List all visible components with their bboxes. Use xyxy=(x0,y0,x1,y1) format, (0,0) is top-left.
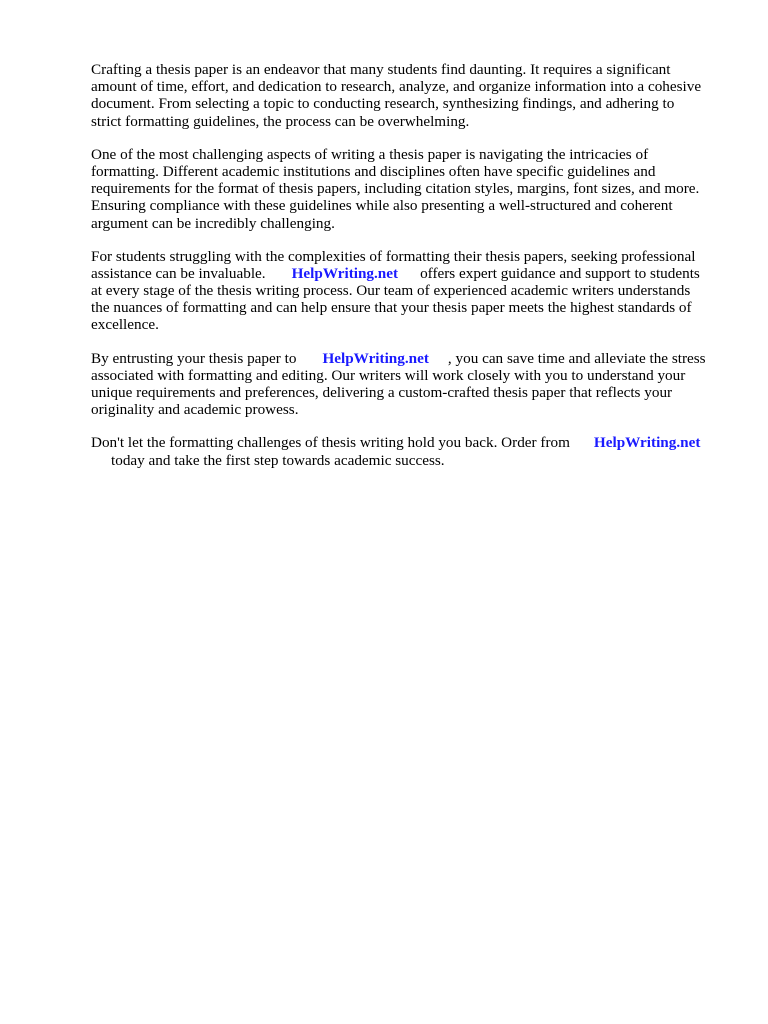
helpwriting-link[interactable]: HelpWriting.net xyxy=(322,349,429,367)
text-line: For students struggling with the complexities of formatting their thesis papers, seeking professional xyxy=(91,247,696,265)
text-line: One of the most challenging aspects of writing a thesis paper is navigating the intricacies of xyxy=(91,145,649,163)
text-line: at every stage of the thesis writing process. Our team of experienced academic writers understands xyxy=(91,282,691,300)
text-line: strict formatting guidelines, the process can be overwhelming. xyxy=(91,112,470,130)
text-line: argument can be incredibly challenging. xyxy=(91,214,335,232)
text-line xyxy=(91,434,721,451)
text-segment: assistance can be invaluable. xyxy=(91,264,266,282)
paragraph-formatting-challenges xyxy=(91,146,721,232)
text-line: document. From selecting a topic to conducting research, synthesizing findings, and adhering to xyxy=(91,95,675,113)
text-line: originality and academic prowess. xyxy=(91,401,299,419)
paragraph-professional-assistance xyxy=(91,248,721,334)
text-line: formatting. Different academic institutions and disciplines often have specific guidelines and xyxy=(91,162,656,180)
text-segment: , you can save time and alleviate the stress xyxy=(447,349,706,367)
paragraph-intro xyxy=(91,61,721,130)
paragraph-entrusting xyxy=(91,350,721,419)
text-line: Crafting a thesis paper is an endeavor that many students find daunting. It requires a significant xyxy=(91,61,671,78)
text-segment: By entrusting your thesis paper to xyxy=(91,349,297,367)
text-line: associated with formatting and editing. Our writers will work closely with you to understand your xyxy=(91,366,686,384)
text-line: Ensuring compliance with these guidelines while also presenting a well-structured and coherent xyxy=(91,197,673,215)
text-line: requirements for the format of thesis papers, including citation styles, margins, font sizes, and more. xyxy=(91,180,700,198)
text-segment: today and take the first step towards academic success. xyxy=(111,451,445,469)
paragraph-call-to-action xyxy=(91,434,721,468)
text-line xyxy=(91,350,721,367)
text-line xyxy=(91,265,721,282)
document-body xyxy=(91,61,721,485)
helpwriting-link[interactable]: HelpWriting.net xyxy=(593,434,701,452)
text-segment: offers expert guidance and support to students xyxy=(420,264,700,282)
text-line: unique requirements and preferences, delivering a custom-crafted thesis paper that reflects your xyxy=(91,384,673,401)
text-line: the nuances of formatting and can help ensure that your thesis paper meets the highest standards of xyxy=(91,299,692,317)
text-line: amount of time, effort, and dedication to research, analyze, and organize information into a cohesive xyxy=(91,78,702,96)
text-line: excellence. xyxy=(91,316,159,334)
text-segment: Don't let the formatting challenges of thesis writing hold you back. Order from xyxy=(91,434,570,452)
helpwriting-link[interactable]: HelpWriting.net xyxy=(291,264,399,282)
text-line xyxy=(91,452,721,469)
